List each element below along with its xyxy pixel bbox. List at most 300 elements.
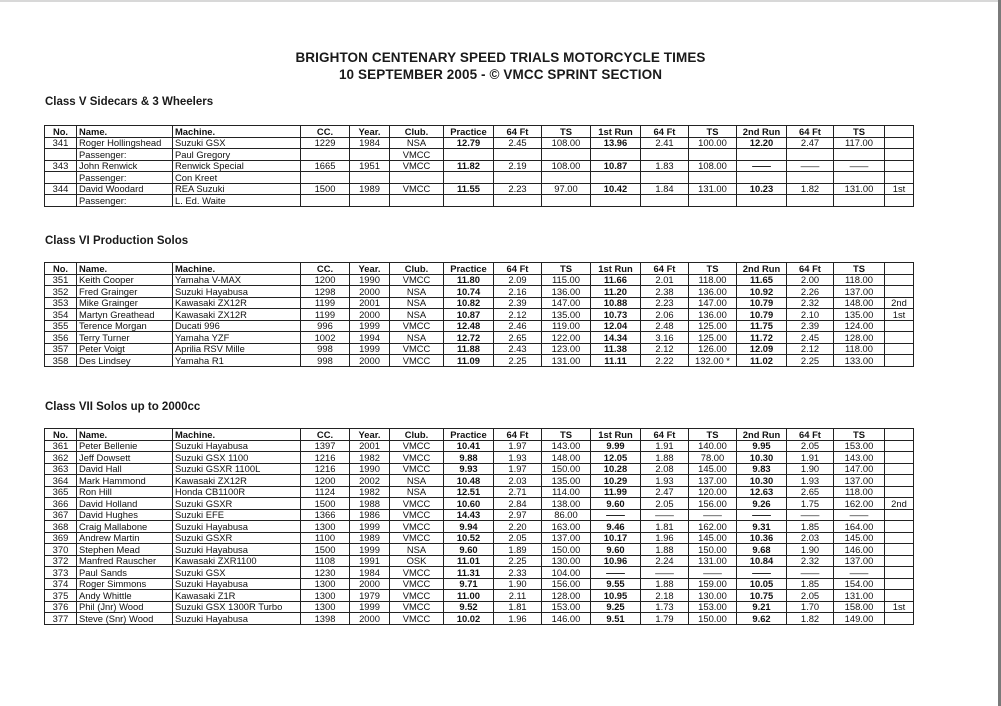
column-header-run2-ts: TS: [834, 126, 885, 138]
cell-run1-time: 9.46: [591, 521, 641, 533]
cell-run2-ts: [834, 172, 885, 184]
cell-run1-ts: 162.00: [689, 521, 737, 533]
cell-name: Stephen Mead: [77, 544, 173, 556]
column-header-year: Year.: [350, 263, 390, 275]
cell-no: 370: [45, 544, 77, 556]
column-header-machine: Machine.: [173, 263, 301, 275]
column-header-run1-ts: TS: [689, 126, 737, 138]
cell-run2-ts: 135.00: [834, 309, 885, 321]
cell-run0-64ft: 2.20: [494, 521, 542, 533]
cell-run2-ts: ——: [834, 567, 885, 579]
cell-club: NSA: [390, 137, 444, 149]
table-row: [45, 440, 914, 452]
cell-name: Paul Sands: [77, 567, 173, 579]
cell-practice: 12.72: [444, 332, 494, 344]
cell-machine: Suzuki GSXR 1100L: [173, 463, 301, 475]
column-header-run0-ts: TS: [542, 429, 591, 441]
cell-year: 1986: [350, 509, 390, 521]
cell-cc: 996: [301, 320, 350, 332]
cell-machine: Kawasaki ZXR1100: [173, 555, 301, 567]
cell-run0-ts: 108.00: [542, 160, 591, 172]
column-header-run2-ts: TS: [834, 263, 885, 275]
cell-run1-64ft: 2.47: [641, 486, 689, 498]
cell-run2-time: [737, 195, 787, 207]
table-row: [45, 160, 914, 172]
cell-run1-time: ——: [591, 567, 641, 579]
cell-run0-ts: 135.00: [542, 475, 591, 487]
cell-year: 2000: [350, 286, 390, 298]
cell-run2-time: ——: [737, 567, 787, 579]
results-table-class-vii: [44, 428, 914, 625]
cell-run0-ts: 122.00: [542, 332, 591, 344]
cell-run1-64ft: 1.88: [641, 452, 689, 464]
cell-run1-time: 10.87: [591, 160, 641, 172]
cell-machine: Yamaha V-MAX: [173, 274, 301, 286]
cell-placing: [885, 149, 914, 161]
cell-run2-time: 11.72: [737, 332, 787, 344]
cell-run2-time: [737, 149, 787, 161]
cell-run2-64ft: 1.82: [787, 183, 834, 195]
column-header-run1-64ft: 64 Ft: [641, 263, 689, 275]
column-header-name: Name.: [77, 429, 173, 441]
cell-run1-64ft: 2.06: [641, 309, 689, 321]
cell-run1-64ft: 2.08: [641, 463, 689, 475]
cell-club: [390, 172, 444, 184]
cell-run1-time: ——: [591, 509, 641, 521]
cell-machine: Suzuki Hayabusa: [173, 521, 301, 533]
table-header-row: [45, 263, 914, 275]
cell-run0-ts: 131.00: [542, 355, 591, 367]
cell-run0-ts: 97.00: [542, 183, 591, 195]
cell-placing: [885, 544, 914, 556]
cell-placing: [885, 590, 914, 602]
table-header-row: [45, 429, 914, 441]
cell-year: 1990: [350, 274, 390, 286]
cell-run1-time: 9.55: [591, 578, 641, 590]
cell-run0-ts: 163.00: [542, 521, 591, 533]
cell-practice: 11.88: [444, 343, 494, 355]
cell-run1-64ft: [641, 172, 689, 184]
cell-cc: 1500: [301, 183, 350, 195]
cell-run1-ts: 108.00: [689, 160, 737, 172]
cell-club: VMCC: [390, 149, 444, 161]
cell-practice: 9.60: [444, 544, 494, 556]
column-header-cc: CC.: [301, 126, 350, 138]
cell-run2-ts: 137.00: [834, 286, 885, 298]
column-header-club: Club.: [390, 126, 444, 138]
cell-placing: [885, 160, 914, 172]
cell-run0-ts: 150.00: [542, 463, 591, 475]
cell-run0-64ft: [494, 172, 542, 184]
cell-run2-64ft: 1.90: [787, 544, 834, 556]
cell-run0-ts: 115.00: [542, 274, 591, 286]
cell-practice: 11.31: [444, 567, 494, 579]
cell-cc: 1366: [301, 509, 350, 521]
cell-run0-64ft: 2.09: [494, 274, 542, 286]
table-row: [45, 613, 914, 625]
cell-no: 351: [45, 274, 77, 286]
cell-name: Peter Bellenie: [77, 440, 173, 452]
cell-run0-64ft: 2.33: [494, 567, 542, 579]
table-row: [45, 544, 914, 556]
cell-run1-64ft: 1.83: [641, 160, 689, 172]
cell-run1-time: 10.28: [591, 463, 641, 475]
cell-run2-64ft: [787, 195, 834, 207]
cell-practice: 10.60: [444, 498, 494, 510]
cell-run2-64ft: 1.93: [787, 475, 834, 487]
table-row: [45, 149, 914, 161]
cell-run2-time: 12.20: [737, 137, 787, 149]
cell-club: NSA: [390, 286, 444, 298]
cell-machine: Suzuki Hayabusa: [173, 613, 301, 625]
cell-no: 341: [45, 137, 77, 149]
cell-run0-ts: 86.00: [542, 509, 591, 521]
cell-run2-time: 10.84: [737, 555, 787, 567]
cell-practice: 11.01: [444, 555, 494, 567]
cell-placing: 1st: [885, 183, 914, 195]
table-row: [45, 137, 914, 149]
column-header-run2-64ft: 64 Ft: [787, 429, 834, 441]
cell-run2-64ft: 1.85: [787, 521, 834, 533]
cell-placing: [885, 567, 914, 579]
cell-run1-time: 11.20: [591, 286, 641, 298]
cell-placing: [885, 440, 914, 452]
cell-run1-64ft: 1.93: [641, 475, 689, 487]
cell-placing: 2nd: [885, 498, 914, 510]
cell-run1-ts: [689, 149, 737, 161]
cell-run0-ts: 128.00: [542, 590, 591, 602]
cell-club: VMCC: [390, 183, 444, 195]
cell-name: Mike Grainger: [77, 297, 173, 309]
cell-run0-64ft: 1.97: [494, 440, 542, 452]
table-row: [45, 475, 914, 487]
cell-practice: [444, 172, 494, 184]
cell-practice: 10.41: [444, 440, 494, 452]
cell-run2-time: 9.62: [737, 613, 787, 625]
scan-top-shadow: [0, 0, 1001, 2]
cell-run0-64ft: 2.05: [494, 532, 542, 544]
cell-run2-64ft: 2.25: [787, 355, 834, 367]
column-header-name: Name.: [77, 126, 173, 138]
cell-run1-64ft: 1.73: [641, 601, 689, 613]
cell-run1-time: 9.60: [591, 498, 641, 510]
cell-no: 358: [45, 355, 77, 367]
cell-machine: Suzuki GSX: [173, 137, 301, 149]
cell-run2-64ft: 2.65: [787, 486, 834, 498]
cell-name: Steve (Snr) Wood: [77, 613, 173, 625]
section-heading-class-vii: Class VII Solos up to 2000cc: [45, 401, 201, 413]
cell-run2-64ft: 2.05: [787, 590, 834, 602]
cell-club: VMCC: [390, 343, 444, 355]
cell-machine: Honda CB1100R: [173, 486, 301, 498]
cell-name: Des Lindsey: [77, 355, 173, 367]
cell-no: 364: [45, 475, 77, 487]
cell-name: Andy Whittle: [77, 590, 173, 602]
cell-year: 1999: [350, 521, 390, 533]
cell-run2-time: 10.23: [737, 183, 787, 195]
cell-run1-64ft: 2.05: [641, 498, 689, 510]
cell-run2-64ft: 2.12: [787, 343, 834, 355]
cell-year: 1979: [350, 590, 390, 602]
cell-run2-64ft: [787, 149, 834, 161]
cell-run0-64ft: 2.25: [494, 555, 542, 567]
cell-year: 1999: [350, 544, 390, 556]
cell-club: NSA: [390, 297, 444, 309]
cell-club: VMCC: [390, 463, 444, 475]
column-header-practice: Practice: [444, 263, 494, 275]
cell-run1-ts: 140.00: [689, 440, 737, 452]
column-header-no: No.: [45, 429, 77, 441]
cell-run1-ts: 147.00: [689, 297, 737, 309]
table-row: [45, 286, 914, 298]
cell-name: David Hall: [77, 463, 173, 475]
column-header-machine: Machine.: [173, 429, 301, 441]
cell-run1-ts: 126.00: [689, 343, 737, 355]
cell-run0-ts: 136.00: [542, 286, 591, 298]
column-header-placing: [885, 126, 914, 138]
table-row: [45, 590, 914, 602]
cell-year: 1994: [350, 332, 390, 344]
cell-name: Martyn Greathead: [77, 309, 173, 321]
cell-placing: [885, 343, 914, 355]
cell-run2-ts: 158.00: [834, 601, 885, 613]
cell-run2-64ft: 2.32: [787, 297, 834, 309]
table-row: [45, 532, 914, 544]
cell-no: 362: [45, 452, 77, 464]
cell-run0-64ft: 2.03: [494, 475, 542, 487]
cell-practice: 10.74: [444, 286, 494, 298]
cell-run0-64ft: [494, 149, 542, 161]
cell-placing: [885, 452, 914, 464]
cell-run2-64ft: 1.75: [787, 498, 834, 510]
cell-run0-ts: 153.00: [542, 601, 591, 613]
cell-run2-64ft: 2.00: [787, 274, 834, 286]
cell-run0-ts: 123.00: [542, 343, 591, 355]
cell-cc: 1216: [301, 452, 350, 464]
cell-club: OSK: [390, 555, 444, 567]
cell-no: 363: [45, 463, 77, 475]
cell-placing: [885, 475, 914, 487]
cell-run1-time: 11.38: [591, 343, 641, 355]
cell-year: 2000: [350, 355, 390, 367]
cell-club: NSA: [390, 309, 444, 321]
cell-name: Craig Mallabone: [77, 521, 173, 533]
cell-run2-time: 9.68: [737, 544, 787, 556]
cell-club: VMCC: [390, 509, 444, 521]
cell-year: 2002: [350, 475, 390, 487]
column-header-placing: [885, 263, 914, 275]
cell-run2-time: 11.75: [737, 320, 787, 332]
cell-practice: 12.48: [444, 320, 494, 332]
cell-cc: 1298: [301, 286, 350, 298]
cell-run2-64ft: [787, 172, 834, 184]
cell-run0-64ft: 2.46: [494, 320, 542, 332]
cell-run0-ts: 150.00: [542, 544, 591, 556]
cell-machine: Yamaha R1: [173, 355, 301, 367]
cell-run0-64ft: 1.90: [494, 578, 542, 590]
cell-run1-64ft: 1.91: [641, 440, 689, 452]
column-header-run0-64ft: 64 Ft: [494, 429, 542, 441]
cell-run2-time: 11.65: [737, 274, 787, 286]
cell-cc: 1300: [301, 521, 350, 533]
cell-club: NSA: [390, 544, 444, 556]
cell-name: Phil (Jnr) Wood: [77, 601, 173, 613]
table-row: [45, 320, 914, 332]
cell-run1-64ft: 1.81: [641, 521, 689, 533]
cell-run1-time: 11.11: [591, 355, 641, 367]
column-header-run2-ts: TS: [834, 429, 885, 441]
cell-year: 2000: [350, 309, 390, 321]
cell-year: 1999: [350, 601, 390, 613]
cell-year: 1989: [350, 532, 390, 544]
cell-placing: 1st: [885, 601, 914, 613]
column-header-run0-ts: TS: [542, 263, 591, 275]
column-header-run1-ts: TS: [689, 429, 737, 441]
table-row: [45, 297, 914, 309]
document-title: BRIGHTON CENTENARY SPEED TRIALS MOTORCYCLE TIMES: [295, 50, 706, 65]
cell-run2-time: ——: [737, 509, 787, 521]
cell-run2-ts: 124.00: [834, 320, 885, 332]
cell-run1-time: 14.34: [591, 332, 641, 344]
cell-run1-time: [591, 195, 641, 207]
cell-club: NSA: [390, 475, 444, 487]
cell-cc: 1200: [301, 274, 350, 286]
cell-no: [45, 195, 77, 207]
cell-run2-64ft: 1.70: [787, 601, 834, 613]
cell-no: 343: [45, 160, 77, 172]
cell-run0-ts: 104.00: [542, 567, 591, 579]
cell-cc: 1500: [301, 544, 350, 556]
cell-run2-time: 9.26: [737, 498, 787, 510]
cell-run1-64ft: 1.84: [641, 183, 689, 195]
cell-run2-time: 9.31: [737, 521, 787, 533]
cell-placing: [885, 172, 914, 184]
cell-name: Ron Hill: [77, 486, 173, 498]
cell-run2-time: 9.95: [737, 440, 787, 452]
cell-run1-ts: 156.00: [689, 498, 737, 510]
cell-run1-64ft: 2.24: [641, 555, 689, 567]
cell-run1-ts: 136.00: [689, 286, 737, 298]
cell-run0-64ft: 2.39: [494, 297, 542, 309]
cell-year: [350, 172, 390, 184]
cell-run0-ts: [542, 195, 591, 207]
cell-run2-ts: 128.00: [834, 332, 885, 344]
cell-practice: 10.02: [444, 613, 494, 625]
cell-run2-64ft: 1.90: [787, 463, 834, 475]
cell-placing: [885, 274, 914, 286]
cell-no: 352: [45, 286, 77, 298]
cell-no: 368: [45, 521, 77, 533]
cell-run2-64ft: 2.32: [787, 555, 834, 567]
cell-no: 372: [45, 555, 77, 567]
column-header-run0-64ft: 64 Ft: [494, 126, 542, 138]
cell-machine: Kawasaki ZX12R: [173, 297, 301, 309]
column-header-cc: CC.: [301, 263, 350, 275]
cell-run2-64ft: 2.26: [787, 286, 834, 298]
column-header-practice: Practice: [444, 126, 494, 138]
cell-machine: Kawasaki Z1R: [173, 590, 301, 602]
cell-no: 366: [45, 498, 77, 510]
cell-cc: 998: [301, 355, 350, 367]
cell-run1-ts: 159.00: [689, 578, 737, 590]
cell-cc: 1230: [301, 567, 350, 579]
cell-placing: [885, 486, 914, 498]
cell-run2-ts: [834, 149, 885, 161]
cell-name: Terry Turner: [77, 332, 173, 344]
cell-run2-time: 10.92: [737, 286, 787, 298]
cell-run1-time: 10.17: [591, 532, 641, 544]
cell-year: 1984: [350, 137, 390, 149]
cell-run1-time: 12.04: [591, 320, 641, 332]
cell-practice: 9.94: [444, 521, 494, 533]
cell-run0-ts: 114.00: [542, 486, 591, 498]
cell-no: 375: [45, 590, 77, 602]
cell-placing: [885, 286, 914, 298]
cell-run1-ts: 78.00: [689, 452, 737, 464]
cell-run0-64ft: 1.81: [494, 601, 542, 613]
cell-cc: 1665: [301, 160, 350, 172]
cell-placing: [885, 532, 914, 544]
cell-run2-ts: 146.00: [834, 544, 885, 556]
table-row: [45, 343, 914, 355]
cell-run1-64ft: 2.01: [641, 274, 689, 286]
cell-machine: Suzuki Hayabusa: [173, 544, 301, 556]
cell-machine: Suzuki GSX 1100: [173, 452, 301, 464]
cell-practice: 14.43: [444, 509, 494, 521]
cell-machine: Suzuki EFE: [173, 509, 301, 521]
results-table-class-vi: [44, 262, 914, 367]
cell-cc: 1397: [301, 440, 350, 452]
cell-name: Mark Hammond: [77, 475, 173, 487]
cell-run2-time: 10.75: [737, 590, 787, 602]
cell-name: Manfred Rauscher: [77, 555, 173, 567]
document-subtitle: 10 SEPTEMBER 2005 - © VMCC SPRINT SECTION: [338, 67, 663, 82]
cell-machine: Suzuki Hayabusa: [173, 286, 301, 298]
cell-run0-ts: 138.00: [542, 498, 591, 510]
cell-name: Jeff Dowsett: [77, 452, 173, 464]
cell-run1-ts: 131.00: [689, 555, 737, 567]
cell-run2-ts: 164.00: [834, 521, 885, 533]
cell-run1-64ft: ——: [641, 567, 689, 579]
cell-run2-ts: ——: [834, 160, 885, 172]
column-header-practice: Practice: [444, 429, 494, 441]
cell-run2-ts: 118.00: [834, 274, 885, 286]
cell-run2-ts: 154.00: [834, 578, 885, 590]
cell-no: [45, 172, 77, 184]
cell-run0-64ft: 2.71: [494, 486, 542, 498]
cell-practice: 12.51: [444, 486, 494, 498]
cell-club: VMCC: [390, 590, 444, 602]
cell-run2-64ft: 1.91: [787, 452, 834, 464]
cell-no: 344: [45, 183, 77, 195]
cell-run2-time: 9.83: [737, 463, 787, 475]
column-header-run2-time: 2nd Run: [737, 263, 787, 275]
cell-run0-ts: 108.00: [542, 137, 591, 149]
cell-run2-64ft: 2.45: [787, 332, 834, 344]
column-header-run2-64ft: 64 Ft: [787, 263, 834, 275]
column-header-run0-64ft: 64 Ft: [494, 263, 542, 275]
cell-run1-time: 10.88: [591, 297, 641, 309]
table-row: [45, 463, 914, 475]
table-row: [45, 555, 914, 567]
column-header-club: Club.: [390, 429, 444, 441]
cell-run0-ts: 147.00: [542, 297, 591, 309]
cell-practice: 11.09: [444, 355, 494, 367]
cell-run2-ts: 137.00: [834, 475, 885, 487]
cell-run1-64ft: [641, 195, 689, 207]
cell-cc: 1124: [301, 486, 350, 498]
cell-run1-ts: 153.00: [689, 601, 737, 613]
